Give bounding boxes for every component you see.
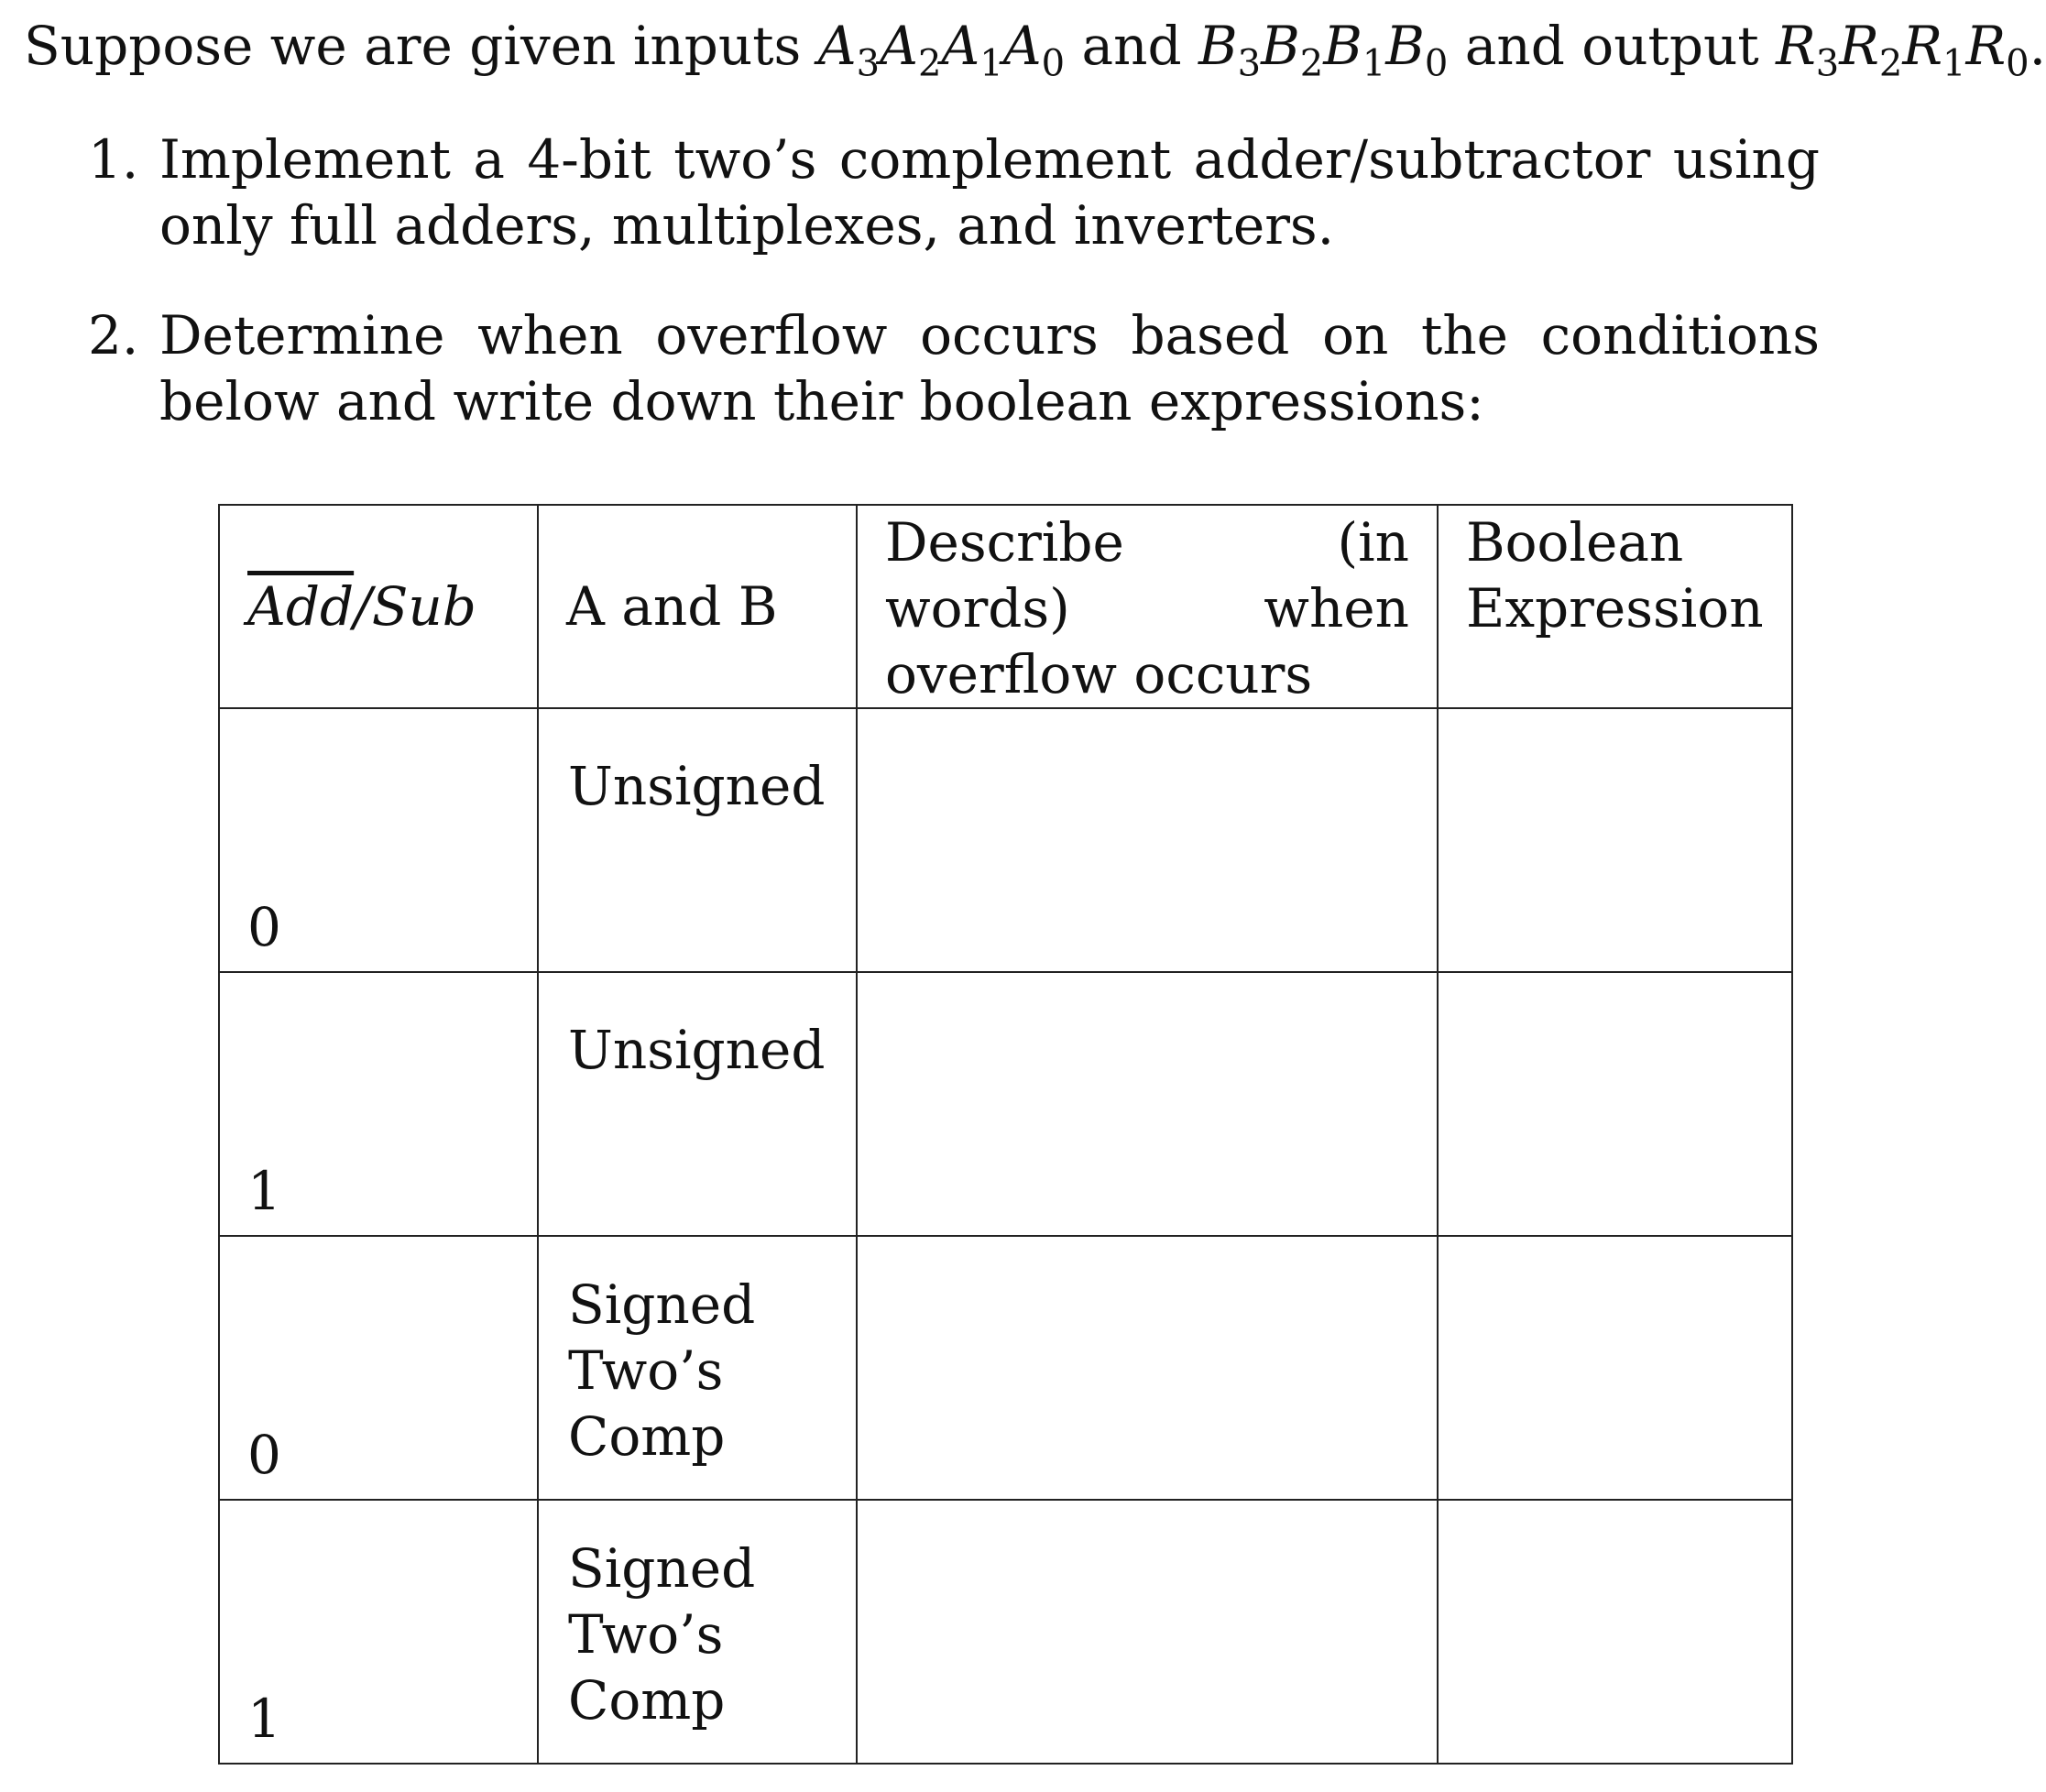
type-cell [538, 1236, 857, 1500]
table-row [219, 972, 1792, 1236]
type-line: Signed [568, 1273, 756, 1336]
header-add-sub [219, 505, 538, 708]
mode-cell [219, 708, 538, 972]
question-text: Determine when overflow occurs based on the conditions below and write down their boolean expressions: [159, 304, 1820, 432]
outputs-r-expression: $R_3R_2R_1R_0$ [1776, 15, 2030, 85]
header-add-label: $\overline{Add}$ [247, 575, 355, 638]
problem-intro [24, 13, 2046, 85]
mode-value: 1 [247, 1160, 281, 1222]
type-line: Unsigned [568, 1019, 826, 1081]
type-line: Signed [568, 1537, 756, 1600]
describe-answer-cell[interactable] [857, 1236, 1438, 1500]
type-line: Comp [568, 1405, 726, 1468]
question-number: 2. [88, 304, 139, 366]
describe-answer-cell[interactable] [857, 708, 1438, 972]
type-line: Two’s [568, 1339, 724, 1402]
header-a-and-b: A and B [538, 505, 857, 708]
header-boolean-expression: Boolean Expression [1438, 505, 1792, 708]
mode-cell [219, 972, 538, 1236]
mode-value: 1 [247, 1688, 281, 1750]
question-item-2 [88, 302, 1820, 434]
header-describe: Describe (in words) when overflow occurs [857, 505, 1438, 708]
table-row [219, 1236, 1792, 1500]
boolean-answer-cell[interactable] [1438, 1500, 1792, 1764]
mode-value: 0 [247, 896, 281, 958]
describe-answer-cell[interactable] [857, 972, 1438, 1236]
intro-and-2: and output [1448, 15, 1777, 77]
intro-lead: Suppose we are given inputs [24, 15, 818, 77]
type-line: Two’s [568, 1603, 724, 1666]
question-text: Implement a 4-bit two’s complement adder/subtractor using only full adders, multiplexes, and inverters. [159, 128, 1820, 257]
table-row [219, 1500, 1792, 1764]
question-number: 1. [88, 128, 139, 191]
overflow-table [218, 504, 1793, 1765]
table-header-row [219, 505, 1792, 708]
inputs-a-expression: $A_3A_2A_1A_0$ [817, 15, 1066, 85]
mode-cell [219, 1500, 538, 1764]
boolean-answer-cell[interactable] [1438, 972, 1792, 1236]
boolean-answer-cell[interactable] [1438, 1236, 1792, 1500]
type-cell [538, 972, 857, 1236]
table-row [219, 708, 1792, 972]
type-cell [538, 708, 857, 972]
intro-end: . [2029, 15, 2046, 77]
question-item-1 [88, 126, 1820, 258]
describe-answer-cell[interactable] [857, 1500, 1438, 1764]
mode-value: 0 [247, 1424, 281, 1486]
intro-and-1: and [1065, 15, 1199, 77]
type-line: Comp [568, 1669, 726, 1732]
boolean-answer-cell[interactable] [1438, 708, 1792, 972]
header-sub-label: /Sub [354, 575, 476, 638]
type-cell [538, 1500, 857, 1764]
inputs-b-expression: $B_3B_2B_1B_0$ [1198, 15, 1449, 85]
mode-cell [219, 1236, 538, 1500]
type-line: Unsigned [568, 755, 826, 817]
